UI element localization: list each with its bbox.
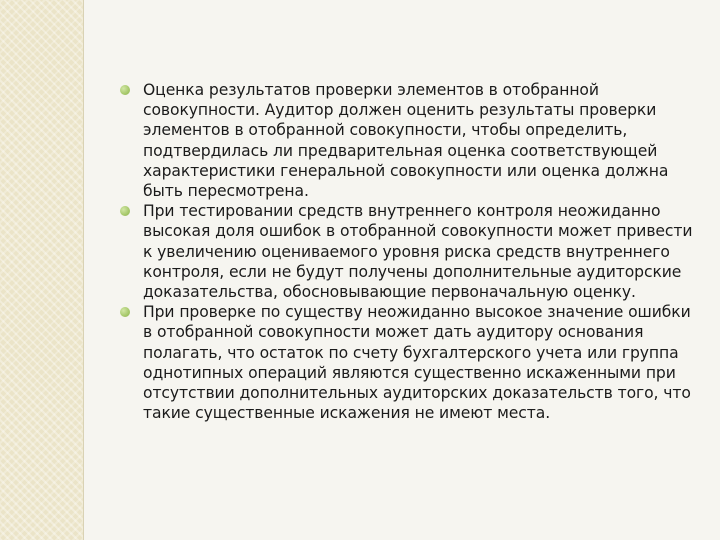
bullet-text: При тестировании средств внутреннего контроля неожиданно высокая доля ошибок в отобранной совокупности может привести к увеличению оцениваемого уровня риска средств внутреннего контроля, если не будут получены дополнительные аудиторские доказательства, обосновывающие первоначальную оценку.	[143, 202, 693, 302]
bullet-item-sample-evaluation	[120, 80, 695, 201]
slide-content	[120, 80, 695, 423]
bullet-text: Оценка результатов проверки элементов в отобранной совокупности. Аудитор должен оценить результаты проверки элементов в отобранной совокупности, чтобы определить, подтвердилась ли предварительная оценка соответствующей характеристики генеральной совокупности или оценка должна быть пересмотрена.	[143, 81, 669, 201]
bullet-icon	[120, 307, 130, 317]
bullet-item-controls-testing	[120, 201, 695, 302]
bullet-icon	[120, 206, 130, 216]
bullet-list	[120, 80, 695, 423]
bullet-text: При проверке по существу неожиданно высокое значение ошибки в отобранной совокупности может дать аудитору основания полагать, что остаток по счету бухгалтерского учета или группа однотипных операций являются существенно искаженными при отсутствии дополнительных аудиторских доказательств того, что такие существенные искажения не имеют места.	[143, 303, 691, 423]
decorative-side-strip	[0, 0, 83, 540]
bullet-icon	[120, 85, 130, 95]
bullet-item-substantive-testing	[120, 302, 695, 423]
side-strip-divider	[83, 0, 84, 540]
